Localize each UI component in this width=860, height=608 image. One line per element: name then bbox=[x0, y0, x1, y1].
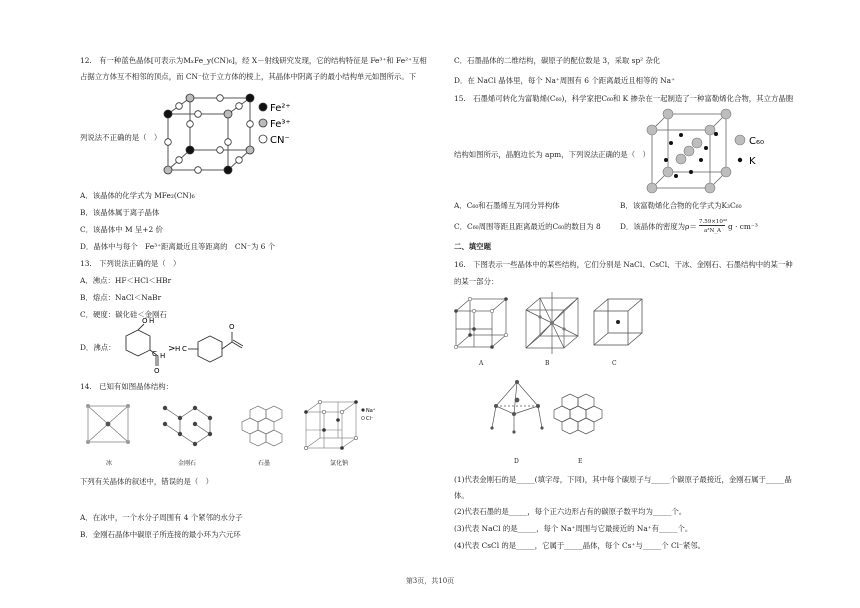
mol-label-h3: H bbox=[175, 345, 181, 353]
q12-stem-line2: 占据立方体互不相邻的顶点，而 CN⁻位于立方体的棱上，其晶体中阴离子的最小结构单元如图所示。下 bbox=[80, 72, 417, 81]
q16-structure-e bbox=[552, 392, 608, 444]
mol-label-o2: O bbox=[154, 367, 160, 375]
legend-fe2: Fe²⁺ bbox=[270, 103, 291, 114]
q15-density-denominator: a³N_A bbox=[704, 228, 722, 234]
nacl-legend-na: Na⁺ bbox=[366, 408, 376, 414]
mol-label-o3: C bbox=[182, 345, 187, 353]
q16-structure-a bbox=[452, 295, 510, 353]
q16-blank-4: (4)代表 CsCl 的是_____，它属于_____晶体，每个 Cs⁺与_____个 Cl⁻紧邻。 bbox=[454, 541, 706, 550]
q14-stem: 14. 已知有如图晶体结构： bbox=[80, 382, 174, 391]
caption-nacl: 氯化钠 bbox=[330, 460, 349, 467]
q16-structure-d bbox=[484, 378, 550, 440]
q12-option-d: D．晶体中与每个 Fe³⁺距离最近且等距离的 CN⁻为 6 个 bbox=[80, 242, 276, 251]
q16-structure-b bbox=[520, 292, 584, 356]
q15-option-c: C．C₆₀周围等距且距离最近的C₆₀的数目为 8 bbox=[454, 222, 601, 231]
q13-option-c: C．硬度：碳化硅＜金刚石 bbox=[80, 310, 167, 319]
page-footer: 第3页，共10页 bbox=[405, 577, 455, 585]
mol-label-c1: C bbox=[152, 350, 157, 358]
q12-stem-line1: 12. 有一种蓝色晶体[可表示为MₓFe_y(CN)₆]，经 X－射线研究发现，它的结构特征是 Fe³⁺和 Fe²⁺互相 bbox=[80, 56, 427, 65]
q14-diamond-structure bbox=[155, 398, 225, 454]
q15-option-a: A．C₆₀和石墨烯互为同分异构体 bbox=[454, 201, 560, 210]
q15-stem-line1: 15. 石墨烯可转化为富勒烯(C₆₀)，科学家把C₆₀和 K 掺杂在一起制造了一种富勒烯化合物，其立方晶胞 bbox=[454, 94, 794, 103]
q16-label-c: C bbox=[612, 360, 617, 367]
caption-diamond: 金刚石 bbox=[178, 460, 197, 467]
q16-stem-line2: 的某一部分： bbox=[454, 277, 499, 286]
q15-option-b: B．该富勒烯化合物的化学式为K₃C₆₀ bbox=[620, 201, 742, 210]
q15-stem-line2: 结构如图所示，晶胞边长为 apm，下列说法正确的是（ ） bbox=[454, 150, 650, 159]
q13-option-a: A．沸点：HF＜HCl＜HBr bbox=[80, 276, 172, 285]
q15-option-d: D．该晶体的密度为ρ＝ bbox=[620, 222, 697, 231]
legend-cn: CN⁻ bbox=[270, 135, 290, 146]
q12-prussian-blue-cube-figure bbox=[160, 90, 300, 180]
section-heading: 二、填空题 bbox=[454, 242, 491, 251]
q16-label-a: A bbox=[479, 360, 484, 367]
mol-label-h2: H bbox=[160, 352, 166, 360]
q14-option-a: A．在冰中，一个水分子周围有 4 个紧邻的水分子 bbox=[80, 513, 243, 522]
q14-graphite-structure bbox=[240, 404, 290, 452]
q14-nacl-structure bbox=[300, 398, 380, 454]
q12-option-a: A．该晶体的化学式为 MFe₂(CN)₆ bbox=[80, 191, 195, 200]
caption-graphite: 石墨 bbox=[258, 460, 271, 467]
q15-density-unit: g · cm⁻³ bbox=[728, 222, 758, 231]
q14-option-b: B．金刚石晶体中碳原子所连接的最小环为六元环 bbox=[80, 530, 241, 539]
q16-blank-3: (3)代表 NaCl 的是_____，每个 Na⁺周围与它最接近的 Na⁺有_____个。 bbox=[454, 524, 693, 533]
q16-blank-2: (2)代表石墨的是_____，每个正六边形占有的碳原子数平均为_____个。 bbox=[454, 507, 687, 516]
q16-structure-c bbox=[590, 295, 646, 351]
q12-option-c: C．该晶体中 M 呈+2 价 bbox=[80, 225, 163, 234]
q16-label-d: D bbox=[514, 458, 519, 465]
mol-label-h1: H bbox=[149, 317, 155, 325]
q13-molecule-figure bbox=[112, 318, 272, 374]
nacl-legend-cl: Cl⁻ bbox=[366, 416, 374, 422]
q15-legend-c60: C₆₀ bbox=[749, 136, 764, 147]
q16-stem-line1: 16. 下图表示一些晶体中的某些结构，它们分别是 NaCl、CsCl、干冰、金刚石、石墨结构中的某一种 bbox=[454, 260, 793, 269]
q16-label-b: B bbox=[545, 360, 550, 367]
q13-stem: 13. 下列说法正确的是（ ） bbox=[80, 259, 181, 268]
q15-density-numerator: 7.59×10³² bbox=[699, 219, 728, 225]
q13-option-b: B．熔点：NaCl＜NaBr bbox=[80, 293, 162, 302]
q14-ice-structure bbox=[80, 400, 140, 450]
q14-option-d: D．在 NaCl 晶体里，每个 Na⁺周围有 6 个距离最近且相等的 Na⁺ bbox=[454, 76, 675, 85]
mol-label-c2: O bbox=[229, 323, 235, 331]
q16-blank-1: (1)代表金刚石的是_____(填字母，下同)，其中每个碳原子与_____个碳原子最接近，金刚石属于_____晶 bbox=[454, 475, 792, 484]
q13-option-d: D．沸点： bbox=[80, 343, 116, 352]
q13-greater-than: > bbox=[168, 344, 176, 354]
q16-blank-1-cont: 体。 bbox=[454, 491, 469, 500]
mol-label-o1: O bbox=[142, 317, 148, 325]
caption-ice: 冰 bbox=[106, 460, 113, 467]
q16-label-e: E bbox=[578, 458, 583, 465]
q12-stem-line3: 列说法不正确的是（ ） bbox=[80, 133, 162, 142]
q14-stem2: 下列有关晶体的叙述中，错误的是（ ） bbox=[80, 477, 214, 486]
q15-fullerene-cell-figure bbox=[646, 110, 796, 194]
q12-option-b: B．该晶体属于离子晶体 bbox=[80, 208, 160, 217]
q14-option-c: C．石墨晶体的二维结构，碳原子的配位数是 3，采取 sp² 杂化 bbox=[454, 56, 661, 65]
legend-fe3: Fe³⁺ bbox=[270, 119, 291, 130]
q15-legend-k: K bbox=[749, 156, 756, 167]
